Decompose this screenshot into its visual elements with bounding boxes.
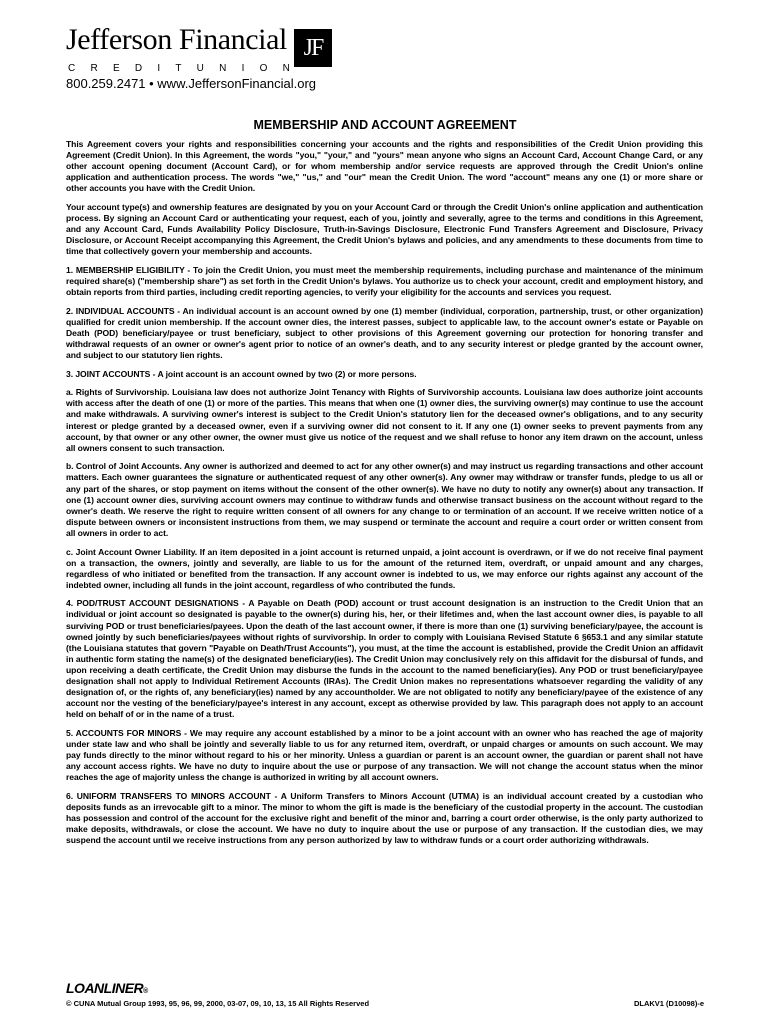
- subsection-rights-of-survivorship: a. Rights of Survivorship. Louisiana law does not authorize Joint Tenancy with Rights of Survivorship accounts. Louisiana law does authorize joint accounts with access after the death of one (1) or more of the parties. This means that when one (1) owner dies, the surviving owner(s) may continue to use the account and make withdrawals. A surviving owner's interest is subject to the Credit Union's statutory lien for the deceased owner's obligations, and to any security interest or pledge granted by a deceased owner, even if a surviving owner did not consent to it. If any one (1) owner seeks to prevent payments from any account, by that owner or any other owner, the owner must give us notice of the request and we shall refuse to honor any item drawn on the account, unless all owners consent to such transaction.: [66, 387, 703, 453]
- loanliner-logo: [66, 980, 148, 1000]
- contact-line: 800.259.2471 • www.JeffersonFinancial.org: [66, 76, 317, 91]
- logo-sub-letter: E: [112, 63, 120, 74]
- loanliner-brand: LOANLINER: [66, 980, 144, 996]
- subsection-joint-owner-liability: c. Joint Account Owner Liability. If an item deposited in a joint account is returned unpaid, a joint account is overdrawn, or if we do not receive final payment on a transaction, the owners, jointly and severally, are liable to us for the amount of the returned item, overdraft, or unpaid amount and any charges, regardless of who initiated or benefited from the transaction. If any account owner is indebted to us, we may enforce our rights against any account of the indebted owner, including all funds in the joint account, regardless of who contributed the funds.: [66, 546, 703, 590]
- logo-sub-letter: N: [282, 63, 290, 74]
- logo-sub-letter: I: [241, 63, 245, 74]
- logo-sub-letter: N: [219, 63, 227, 74]
- section-pod-trust-designations: 4. POD/TRUST ACCOUNT DESIGNATIONS - A Payable on Death (POD) account or trust account designation is an instruction to the Credit Union that an individual or joint account so designated is payable to the owner(s) during his, her, or their lifetimes and, when the last account owner dies, is payable to all surviving POD or trust beneficiaries/payees. Upon the death of the last account owner, if there is more than one (1) surviving beneficiary/payee, the account is owned jointly by such beneficiaries/payees without rights of survivorship. In order to comply with Louisiana Revised Statute 6 §653.1 and any similar statute (the Louisiana statutes that govern "Payable on Death/Trust Accounts"), you must, at the time the account is established, provide the Credit Union an affidavit in authentic form stating the name(s) of the designated beneficiary(ies). The Credit Union may conclusively rely on this affidavit for the disbursal of funds, and upon receiving a death certificate, the Credit Union may disburse the funds in the account to the named beneficiary(ies). Any POD or trust beneficiary/payee designation shall not apply to Individual Retirement Accounts (IRAs). The Credit Union makes no representations whatsoever regarding the validity of any designation of, or the rights of, any beneficiary(ies) named by any accountholder. We are not obligated to notify any beneficiary/payee of the existence of any account nor the vesting of the beneficiary/payee's interest in any account, except as otherwise provided by law. This paragraph does not apply to an account held on behalf of or in the name of a trust.: [66, 598, 703, 720]
- logo-subtitle: [68, 63, 290, 75]
- agreement-body: [66, 139, 703, 854]
- section-utma: 6. UNIFORM TRANSFERS TO MINORS ACCOUNT - A Uniform Transfers to Minors Account (UTMA) is an individual account created by a custodian who deposits funds as an irrevocable gift to a minor. The minor to whom the gift is made is the beneficiary of the custodial property in the account. The custodian has possession and control of the account for the exclusive right and benefit of the minor and, barring a court order otherwise, is the only party authorized to make deposits, withdrawals, or close the account. We have no duty to inquire about the use or purpose of any transaction. If the custodian dies, we may suspend the account until we receive instructions from any person authorized by law to withdraw funds or a court order authorizing withdrawals.: [66, 790, 703, 846]
- section-accounts-for-minors: 5. ACCOUNTS FOR MINORS - We may require any account established by a minor to be a joint account with an owner who has reached the age of majority under state law and who shall be jointly and severally liable to us for any returned item, overdraft, or unpaid charges or amounts on such account. We may pay funds directly to the minor without regard to his or her minority. Unless a guardian or parent is an account owner, the guardian or parent shall not have any account access rights. We have no duty to inquire about the use or purpose of any transaction. We will not change the account status when the minor reaches the age of majority unless the change is authorized in writing by all account owners.: [66, 727, 703, 783]
- document-title: MEMBERSHIP AND ACCOUNT AGREEMENT: [253, 118, 517, 132]
- section-individual-accounts: 2. INDIVIDUAL ACCOUNTS - An individual account is an account owned by one (1) member (individual, corporation, partnership, trust, or other organization) qualified for credit union membership. If the account owner dies, the interest passes, subject to applicable law, to the account owner's estate or Payable on Death (POD) beneficiary/payee or trust beneficiary, subject to other provisions of this Agreement governing our protection for honoring transfer and withdrawal requests of an owner or owner's agent prior to notice of an owner's death, and to any security interest or pledge granted by the account owner, and subject to our statutory lien rights.: [66, 305, 703, 361]
- section-joint-accounts: 3. JOINT ACCOUNTS - A joint account is an account owned by two (2) or more persons.: [66, 368, 417, 379]
- subsection-control-of-joint-accounts: b. Control of Joint Accounts. Any owner is authorized and deemed to act for any other owner(s) and may instruct us regarding transactions and other account matters. Each owner guarantees the signature or authenticated request of any other owner(s). Any owner may withdraw or transfer funds, pledge to us all or any part of the shares, or stop payment on items without the consent of the other owner(s). We have no duty to notify any owner(s) about any transaction. If one (1) account owner dies, surviving account owners may continue to withdraw funds and otherwise transact business on the account without regard to the owner's death. We reserve the right to require written consent of all owners for any change to or termination of an account. If we receive written notice of a dispute between owners or inconsistent instructions from them, we may suspend or terminate the account and require a court order or written consent from all owners in order to act.: [66, 461, 703, 538]
- copyright-notice: © CUNA Mutual Group 1993, 95, 96, 99, 2000, 03-07, 09, 10, 13, 15 All Rights Reserved: [66, 999, 370, 1008]
- logo-mark: JF: [294, 29, 332, 67]
- logo-sub-letter: I: [157, 63, 161, 74]
- section-membership-eligibility: 1. MEMBERSHIP ELIGIBILITY - To join the Credit Union, you must meet the membership requirements, including purchase and maintenance of the minimum required share(s) ("membership share") as set forth in the Credit Union's bylaws. You authorize us to check your account, credit and employment history, and obtain reports from third parties, including credit reporting agencies, to verify your eligibility for the accounts and services you request.: [66, 264, 703, 298]
- intro-paragraph: This Agreement covers your rights and responsibilities concerning your accounts and the rights and responsibilities of the Credit Union providing this Agreement (Credit Union). In this Agreement, the words "you," "your," and "yours" mean anyone who signs an Account Card, Account Change Card, or any other account opening document (Account Card), or for whom membership and/or service requests are approved through the Credit Union's online application and authentication process. The words "we," "us," and "our" mean the Credit Union. The word "account" means any one (1) or more share or other accounts you have with the Credit Union.: [66, 139, 703, 194]
- registered-mark: ®: [143, 988, 148, 995]
- logo-sub-letter: D: [134, 63, 143, 74]
- logo-sub-letter: R: [90, 63, 98, 74]
- form-code: DLAKV1 (D10098)-e: [633, 999, 704, 1008]
- logo-sub-letter: U: [196, 63, 204, 74]
- logo-name: Jefferson Financial: [66, 23, 287, 56]
- logo-sub-letter: T: [175, 63, 182, 74]
- account-types-paragraph: Your account type(s) and ownership features are designated by you on your Account Card or through the Credit Union's online application and authentication process. By signing an Account Card or authenticating your request, each of you, jointly and severally, agree to the terms and conditions in this Agreement, and any Account Card, Funds Availability Policy Disclosure, Truth-in-Savings Disclosure, Electronic Fund Transfers Agreement and Disclosure, Privacy Disclosure, or Account Receipt accompanying this Agreement, the Credit Union's bylaws and policies, and any amendments to these documents from time to time that collectively govern your membership and accounts.: [66, 201, 703, 257]
- logo-sub-letter: O: [259, 63, 268, 74]
- logo-sub-letter: C: [68, 63, 76, 74]
